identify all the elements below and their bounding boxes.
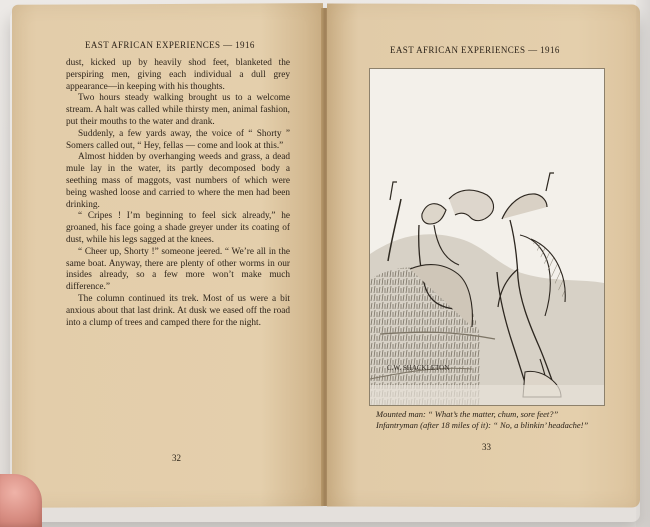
paragraph-3: Suddenly, a few yards away, the voice of “ Shorty ” Somers called out, “ Hey, fellas — come and look at this.” <box>66 128 290 151</box>
caption-line-2: Infantryman (after 18 miles of it): “ No, a blinkin’ headache!” <box>376 419 589 430</box>
paragraph-1: dust, kicked up by heavily shod feet, blanketed the perspiring men, giving each individual a dull grey appearance—in keeping with his thoughts. <box>66 58 290 92</box>
cartoon-illustration <box>369 68 605 406</box>
caption-line-1: Mounted man: “ What’s the matter, chum, sore feet?” <box>376 409 559 419</box>
left-page-number: 32 <box>172 453 181 463</box>
bottom-shading <box>370 385 604 405</box>
cartoon-drawing <box>370 69 604 405</box>
right-page-header: EAST AFRICAN EXPERIENCES — 1916 <box>390 45 560 55</box>
paragraph-4: Almost hidden by overhanging weeds and grass, a dead mule lay in the water, its partly decomposed body a seething mass of maggots, vast numbers of which were being washed loose and carried to where the men had been drinking. <box>66 152 290 210</box>
paragraph-6: “ Cheer up, Shorty !” someone jeered. “ We’re all in the same boat. Anyway, there are plenty of other worms in our insides already, so a few more won’t make much difference.” <box>66 246 290 293</box>
paragraph-5: “ Cripes ! I’m beginning to feel sick already,” he groaned, his face going a shade greyer under its coating of dust, while his legs sagged at the knees. <box>66 211 290 245</box>
illustration-caption <box>376 409 616 430</box>
left-page-header: EAST AFRICAN EXPERIENCES — 1916 <box>85 40 255 50</box>
paragraph-7: The column continued its trek. Most of us were a bit anxious about that last drink. At dusk we eased off the road into a clump of trees and camped there for the night. <box>66 293 290 328</box>
right-edge-shadow <box>636 0 650 527</box>
left-page-body <box>66 58 290 329</box>
illustration-signature: C.W. SHACKLETON <box>387 364 450 372</box>
right-page-number: 33 <box>482 442 491 452</box>
paragraph-2: Two hours steady walking brought us to a welcome stream. A halt was called while thirsty men, animal fashion, put their mouths to the water and drank. <box>66 93 290 127</box>
